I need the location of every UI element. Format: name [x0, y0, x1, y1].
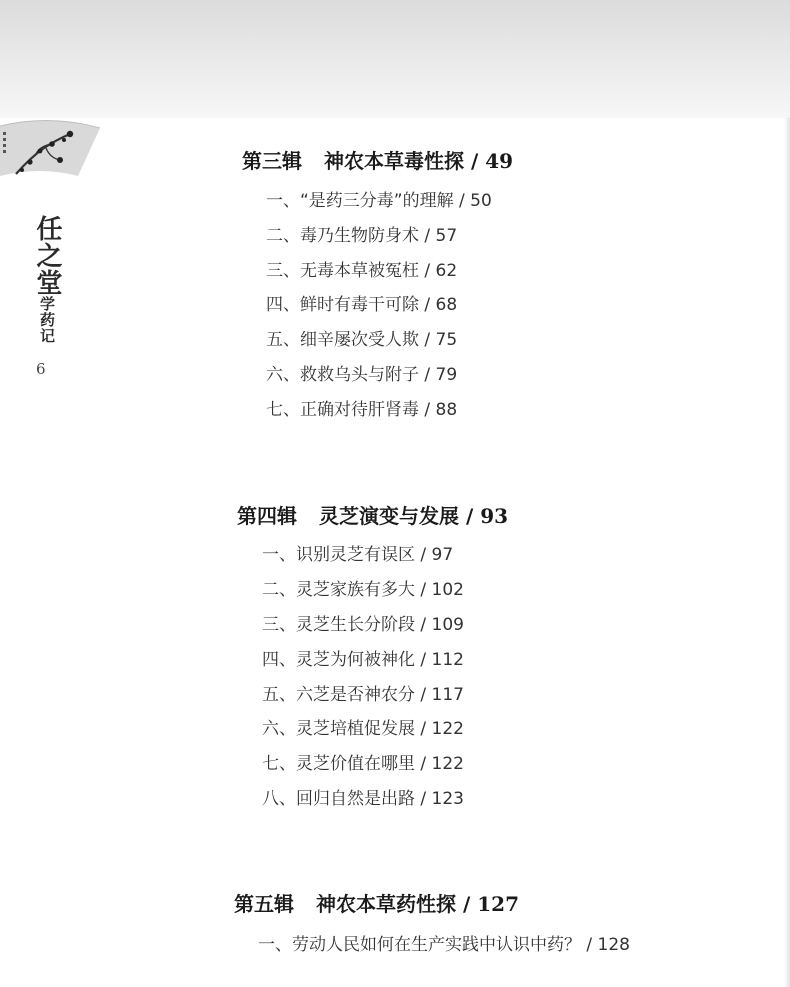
toc-item-page: 88	[435, 400, 458, 420]
chapter-label: 第三辑	[242, 149, 302, 173]
toc-item-text: 四、灵芝为何被神化	[262, 650, 415, 670]
toc-item: 六、灵芝培植促发展 / 122	[262, 719, 464, 739]
chapter-label: 第五辑	[234, 892, 294, 916]
toc-item: 四、灵芝为何被神化 / 112	[262, 650, 464, 670]
toc-item-text: 一、劳动人民如何在生产实践中认识中药？	[258, 935, 581, 955]
toc-item-page: 57	[435, 226, 458, 246]
toc-item: 三、无毒本草被冤枉 / 62	[266, 261, 458, 281]
toc-item: 七、灵芝价值在哪里 / 122	[262, 754, 464, 774]
chapter-page: 93	[480, 504, 509, 528]
toc-item-text: 六、救救乌头与附子	[266, 365, 419, 385]
toc-item-text: 三、灵芝生长分阶段	[262, 615, 415, 635]
chapter-heading: 第五辑 神农本草药性探 / 127	[234, 892, 519, 916]
toc-item-page: 112	[431, 650, 464, 670]
toc-item-text: 一、“是药三分毒”的理解	[266, 191, 454, 211]
toc-item-text: 五、六芝是否神农分	[262, 685, 415, 705]
toc-item: 七、正确对待肝肾毒 / 88	[266, 400, 458, 420]
chapter-page: 49	[485, 149, 514, 173]
toc-item-page: 122	[431, 754, 464, 774]
toc-item-page: 122	[431, 719, 464, 739]
chapter-title: 神农本草毒性探	[324, 149, 464, 173]
toc-item-page: 50	[470, 191, 492, 211]
toc-item: 一、劳动人民如何在生产实践中认识中药？ / 128	[258, 935, 630, 955]
fan-painting-icon	[0, 118, 100, 180]
book-title-main: 任之堂	[32, 215, 62, 296]
toc-item: 四、鲜时有毒干可除 / 68	[266, 295, 458, 315]
chapter-title: 灵芝演变与发展	[319, 504, 459, 528]
toc-item: 五、六芝是否神农分 / 117	[262, 685, 464, 705]
chapter-page: 127	[477, 892, 519, 916]
toc-item-text: 二、灵芝家族有多大	[262, 580, 415, 600]
chapter-title: 神农本草药性探	[316, 892, 456, 916]
toc-item-text: 六、灵芝培植促发展	[262, 719, 415, 739]
toc-item-text: 三、无毒本草被冤枉	[266, 261, 419, 281]
toc-item: 一、“是药三分毒”的理解 / 50	[266, 191, 492, 211]
toc-item-page: 75	[435, 330, 458, 350]
chapter-heading: 第三辑 神农本草毒性探 / 49	[242, 149, 514, 173]
toc-item-page: 117	[431, 685, 464, 705]
toc-item-text: 七、灵芝价值在哪里	[262, 754, 415, 774]
toc-item: 五、细辛屡次受人欺 / 75	[266, 330, 458, 350]
page-edge-shadow	[784, 118, 790, 987]
toc-item-text: 四、鲜时有毒干可除	[266, 295, 419, 315]
toc-item: 二、毒乃生物防身术 / 57	[266, 226, 458, 246]
toc-item-text: 二、毒乃生物防身术	[266, 226, 419, 246]
toc-item: 六、救救乌头与附子 / 79	[266, 365, 458, 385]
toc-item-page: 97	[431, 545, 454, 565]
scan-top-band	[0, 0, 790, 118]
toc-item-text: 五、细辛屡次受人欺	[266, 330, 419, 350]
toc-item: 三、灵芝生长分阶段 / 109	[262, 615, 464, 635]
toc-item-text: 一、识别灵芝有误区	[262, 545, 415, 565]
book-title-sub: 学药记	[38, 296, 56, 344]
toc-item-text: 八、回归自然是出路	[262, 789, 415, 809]
toc-item: 一、识别灵芝有误区 / 97	[262, 545, 454, 565]
toc-item-page: 79	[435, 365, 458, 385]
book-title	[22, 215, 62, 344]
toc-item-page: 102	[431, 580, 464, 600]
toc-item: 二、灵芝家族有多大 / 102	[262, 580, 464, 600]
toc-item-page: 68	[435, 295, 458, 315]
toc-item-page: 109	[431, 615, 464, 635]
page-number: 6	[36, 360, 46, 378]
toc-item: 八、回归自然是出路 / 123	[262, 789, 464, 809]
toc-item-page: 128	[597, 935, 630, 955]
toc-item-text: 七、正确对待肝肾毒	[266, 400, 419, 420]
toc-item-page: 62	[435, 261, 458, 281]
toc-item-page: 123	[431, 789, 464, 809]
chapter-heading: 第四辑 灵芝演变与发展 / 93	[237, 504, 509, 528]
chapter-label: 第四辑	[237, 504, 297, 528]
